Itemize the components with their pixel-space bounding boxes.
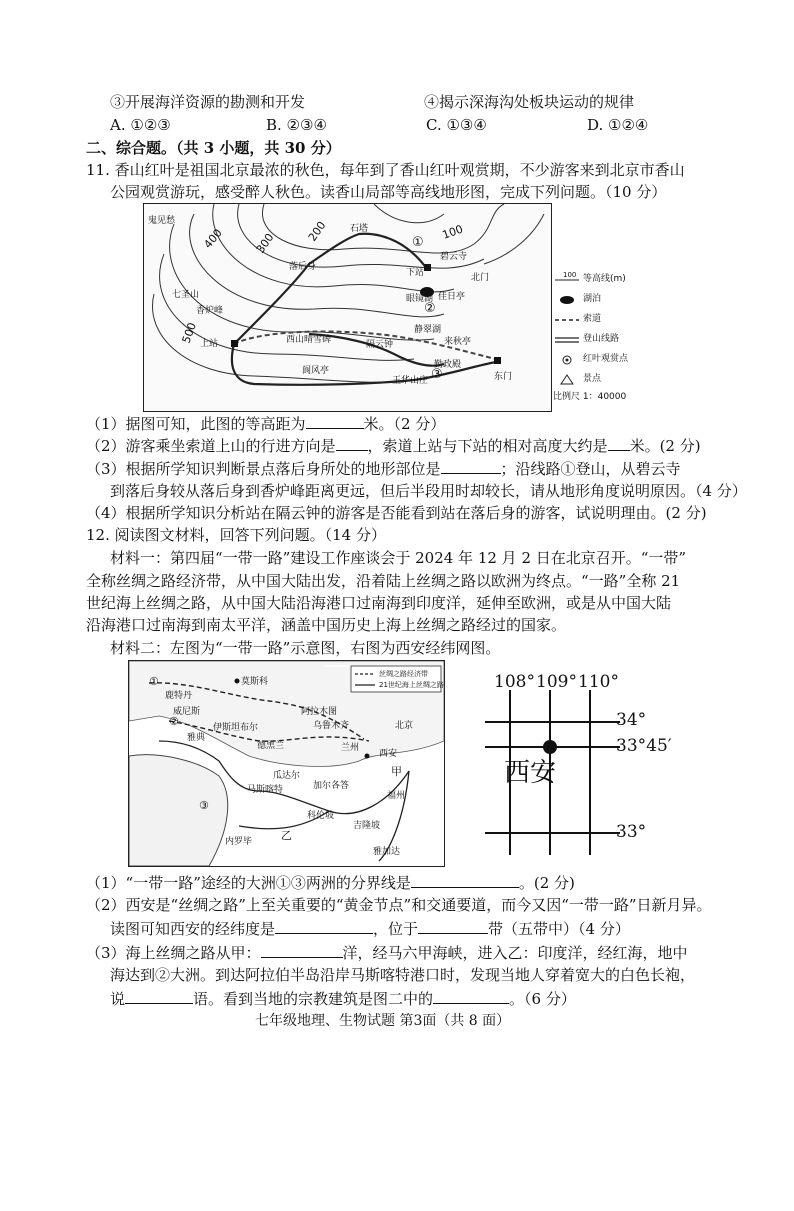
place-xiazhan: 下站 [406,268,425,278]
q12-part3-line2: 海达到②大洲。到达阿拉伯半岛沿岸马斯喀特港口时，发现当地人穿着宽大的白色长袍， [110,966,696,984]
east-gate-icon [494,357,501,364]
route-marker-2: ② [424,301,436,316]
continent-marker-3: ③ [199,799,209,812]
q12-material1-line2: 全称丝绸之路经济带，从中国大陆出发，沿着陆上丝绸之路以欧洲为终点。“一路”全称 21 [86,572,681,590]
place-colombo: 科伦坡 [307,811,335,821]
place-geyunzhong: 隔云钟 [366,340,394,350]
place-fuzhou: 福州 [387,791,406,801]
q12-material2: 材料二：左图为“一带一路”示意图，右图为西安经纬网图。 [110,639,501,657]
xian-latlon-grid [480,670,680,860]
contour-label-400: 400 [201,226,225,251]
place-jingcuihu: 静翠湖 [414,325,442,335]
section-2-heading: 二、综合题。（共 3 小题，共 30 分） [86,139,341,157]
city-label-xian: 西安 [504,758,557,788]
place-muscat: 马斯喀特 [247,785,284,795]
place-xian: 西安 [379,749,398,759]
place-kuala-lumpur: 吉隆坡 [353,821,381,831]
place-moscow: 莫斯科 [241,677,269,687]
legend-maritime-silk-road: 21世纪海上丝绸之路 [379,681,444,689]
contour-label-300: 300 [253,231,277,256]
q11-part1: （1）据图可知，此图的等高距为 米。（2 分） [86,412,445,435]
q10-option-4: ④揭示深海沟处板块运动的规律 [424,93,635,111]
place-gwadar: 瓜达尔 [273,771,301,781]
place-langfengting: 阆风亭 [302,366,330,376]
q11-stem-line1: 11. 香山红叶是祖国北京最浓的秋色，每年到了香山红叶观赏期，不少游客来到北京市香山 [86,161,685,179]
lat-33-45: 33°45′ [616,736,672,756]
q12-part2-line2: 读图可知西安的经纬度是 ，位于 带（五带中）（4 分） [110,917,630,940]
q11-part3-line2: 到落后身较从落后身到香炉峰距离更远，但后半段用时却较长，请从地形角度说明原因。（4 分） [110,482,747,500]
xiangshan-contour-map [143,203,552,412]
lat-34: 34° [616,710,647,730]
place-kolkata: 加尔各答 [313,781,350,791]
legend-trail: 登山线路 [553,332,663,347]
q12-part3-line3: 说 语。看到当地的宗教建筑是图二中的 。（6 分） [110,987,576,1010]
place-lanzhou: 兰州 [341,743,360,753]
q10-choice-d: D. ①②④ [587,116,649,134]
place-xianglufeng: 香炉峰 [196,306,224,316]
legend-cableway: 索道 [583,314,602,324]
q11-part4: （4）根据所学知识分析站在隔云钟的游客是否能看到站在落后身的游客，试说明理由。(2 分) [86,504,707,522]
lon-108: 108° [494,672,535,692]
ocean-marker-jia: 甲 [391,765,402,778]
place-beijing: 北京 [395,721,414,731]
map-legend [553,270,663,405]
place-athens: 雅典 [187,733,206,743]
q12-material1-line3: 世纪海上丝绸之路，从中国大陆沿海港口过南海到印度洋，延伸至欧洲，或是从中国大陆 [86,594,672,612]
place-urumqi: 乌鲁木齐 [313,721,350,731]
q12-part3-line1: （3）海上丝绸之路从甲： 洋，经马六甲海峡，进入乙：印度洋，经红海，地中 [86,941,688,964]
q12-material1-line4: 沿海港口过南海到南太平洋，涵盖中国历史上海上丝绸之路经过的国家。 [86,616,567,634]
place-laiqiuting: 来秋亭 [444,337,472,347]
belt-road-map [128,660,445,867]
place-venice: 威尼斯 [173,707,201,717]
contour-label-100: 100 [440,222,465,242]
place-istanbul: 伊斯坦布尔 [213,723,259,733]
place-guijianchou: 鬼见愁 [148,216,176,226]
route-marker-3: ③ [431,367,443,382]
place-xishan-qingxue: 西山晴雪碑 [286,335,332,345]
continent-marker-2: ② [169,715,179,728]
q11-part2: （2）游客乘坐索道上山的行进方向是 ，索道上站与下站的相对高度大约是 米。(2 分) [86,434,701,457]
place-nairobi: 内罗毕 [225,837,253,847]
page-footer: 七年级地理、生物试题 第3面（共 8 面） [255,1013,511,1029]
legend-scenic: 景点 [553,372,663,387]
route-marker-1: ① [412,235,424,250]
lon-110: 110° [578,672,619,692]
upper-station-icon [231,340,238,347]
place-luohoushen: 落后身 [289,262,317,272]
place-biyunsi: 碧云寺 [440,252,468,262]
q10-choice-a: A. ①②③ [110,116,171,134]
place-tehran: 德黑兰 [257,741,285,751]
lon-109: 109° [536,672,577,692]
place-shangzhan: 上站 [200,339,219,349]
q12-part1: （1）“一带一路”途经的大洲①③两洲的分界线是 。(2 分) [86,871,575,894]
place-rotterdam: 鹿特丹 [165,691,193,701]
q10-choice-c: C. ①③④ [426,116,487,134]
q11-part3-line1: （3）根据所学知识判断景点落后身所处的地形部位是 ；沿线路①登山，从碧云寺 [86,457,681,480]
legend-lake: 湖泊 [553,292,663,307]
continent-marker-1: ① [149,675,159,688]
lower-station-icon [424,264,431,271]
place-qinzhengdian: 勤政殿 [434,360,462,370]
legend-contour: 100 等高线(m) [563,271,626,284]
place-almaty: 阿拉木图 [301,707,338,717]
q11-stem-line2: 公园观赏游玩，感受醉人秋色。读香山局部等高线地形图，完成下列问题。（10 分） [110,183,667,201]
lat-33: 33° [616,822,647,842]
q10-choice-b: B. ②③④ [266,116,327,134]
q12-material1-line1: 材料一：第四届“一带一路”建设工作座谈会于 2024 年 12 月 2 日在北京召开。“一带” [110,549,687,567]
q12-part2-line1: （2）西安是“丝绸之路”上至关重要的“黄金节点”和交通要道，而今又因“一带一路”日新月异。 [86,896,712,914]
place-dongmen: 东门 [494,372,513,382]
place-yuhua: 玉华山庄 [392,376,429,386]
q10-option-3: ③开展海洋资源的勘测和开发 [110,93,306,111]
legend-redleaf: 红叶观赏点 [553,352,663,367]
place-beimen: 北门 [471,273,490,283]
place-jakarta: 雅加达 [373,847,401,857]
contour-label-500: 500 [179,320,200,346]
place-shita: 石塔 [350,224,369,234]
q12-stem: 12. 阅读图文材料，回答下列问题。（14 分） [86,526,386,544]
ocean-marker-yi: 乙 [281,829,292,842]
legend-silk-road-belt: 丝绸之路经济带 [379,670,428,678]
place-jiariting: 佳日亭 [438,292,466,302]
map-scale: 比例尺 1：40000 [553,392,627,402]
place-qishengshan: 七圣山 [172,290,200,300]
contour-label-200: 200 [305,219,329,244]
place-yanjinghu: 眼镜湖 [406,294,434,304]
